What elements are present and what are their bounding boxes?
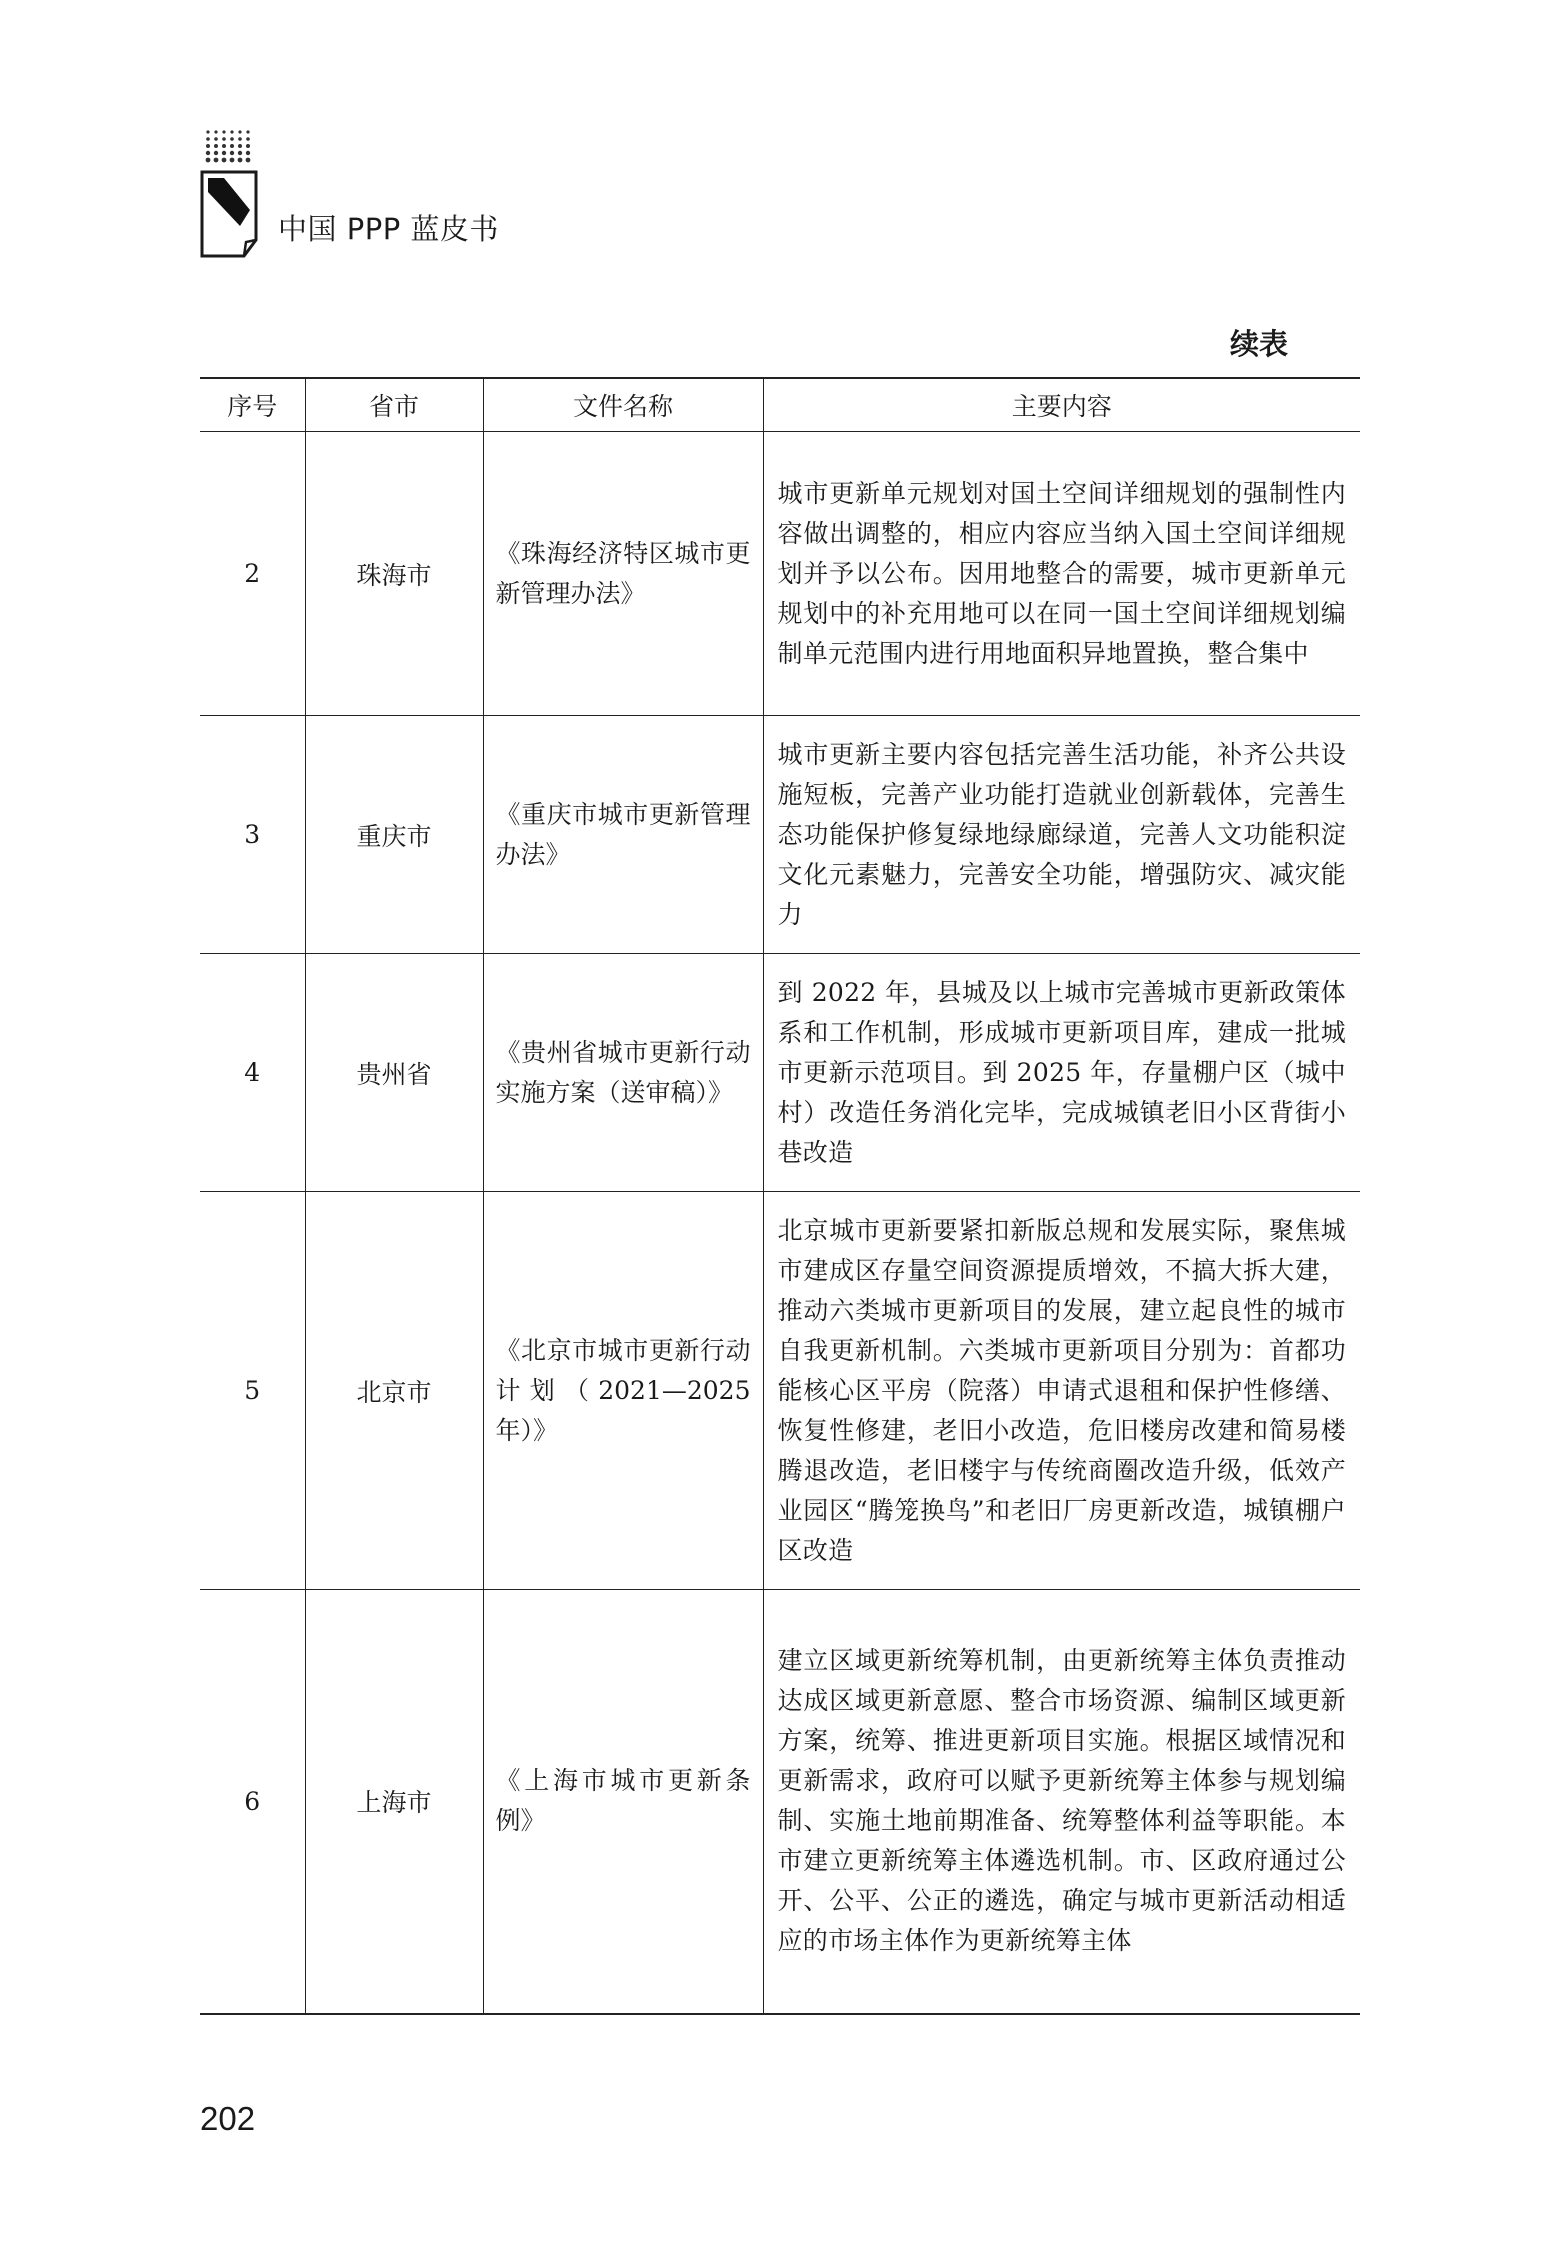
row-index: 5 (200, 1192, 305, 1590)
page-number: 202 (200, 2100, 256, 2137)
header-document: 文件名称 (483, 378, 763, 432)
book-corner-logo-icon (200, 128, 260, 260)
row-content: 城市更新主要内容包括完善生活功能，补齐公共设施短板，完善产业功能打造就业创新载体，完善生态功能保护修复绿地绿廊绿道，完善人文功能积淀文化元素魅力，完善安全功能，增强防灾、减灾能力 (763, 716, 1360, 954)
row-content: 北京城市更新要紧扣新版总规和发展实际，聚焦城市建成区存量空间资源提质增效，不搞大拆大建，推动六类城市更新项目的发展，建立起良性的城市自我更新机制。六类城市更新项目分别为：首都功能核心区平房（院落）申请式退租和保护性修缮、恢复性修建，老旧小改造，危旧楼房改建和简易楼腾退改造，老旧楼宇与传统商圈改造升级，低效产业园区“腾笼换鸟”和老旧厂房更新改造，城镇棚户区改造 (763, 1192, 1360, 1590)
table-row (200, 1590, 1360, 2014)
row-province: 上海市 (305, 1590, 483, 2014)
row-content: 城市更新单元规划对国土空间详细规划的强制性内容做出调整的，相应内容应当纳入国土空间详细规划并予以公布。因用地整合的需要，城市更新单元规划中的补充用地可以在同一国土空间详细规划编制单元范围内进行用地面积异地置换，整合集中 (763, 432, 1360, 716)
table-row (200, 1192, 1360, 1590)
table-row (200, 716, 1360, 954)
row-province: 重庆市 (305, 716, 483, 954)
row-index: 4 (200, 954, 305, 1192)
row-index: 2 (200, 432, 305, 716)
row-province: 北京市 (305, 1192, 483, 1590)
table-header-row (200, 378, 1360, 432)
row-index: 6 (200, 1590, 305, 2014)
row-document: 《上海市城市更新条例》 (483, 1590, 763, 2014)
book-series-title: 中国 PPP 蓝皮书 (278, 212, 499, 246)
header-index: 序号 (200, 378, 305, 432)
policy-table (200, 377, 1360, 2015)
table-row (200, 954, 1360, 1192)
row-document: 《珠海经济特区城市更新管理办法》 (483, 432, 763, 716)
row-document: 《重庆市城市更新管理办法》 (483, 716, 763, 954)
row-document: 《北京市城市更新行动计划（2021—2025 年）》 (483, 1192, 763, 1590)
row-content: 到 2022 年，县城及以上城市完善城市更新政策体系和工作机制，形成城市更新项目库，建成一批城市更新示范项目。到 2025 年，存量棚户区（城中村）改造任务消化完毕，完成城镇老旧小区背街小巷改造 (763, 954, 1360, 1192)
row-province: 珠海市 (305, 432, 483, 716)
header-content: 主要内容 (763, 378, 1360, 432)
row-content: 建立区域更新统筹机制，由更新统筹主体负责推动达成区域更新意愿、整合市场资源、编制区域更新方案，统筹、推进更新项目实施。根据区域情况和更新需求，政府可以赋予更新统筹主体参与规划编制、实施土地前期准备、统筹整体利益等职能。本市建立更新统筹主体遴选机制。市、区政府通过公开、公平、公正的遴选，确定与城市更新活动相适应的市场主体作为更新统筹主体 (763, 1590, 1360, 2014)
row-province: 贵州省 (305, 954, 483, 1192)
table-row (200, 432, 1360, 716)
header-province: 省市 (305, 378, 483, 432)
row-index: 3 (200, 716, 305, 954)
table-continued-label: 续表 (1230, 327, 1289, 361)
row-document: 《贵州省城市更新行动实施方案（送审稿）》 (483, 954, 763, 1192)
